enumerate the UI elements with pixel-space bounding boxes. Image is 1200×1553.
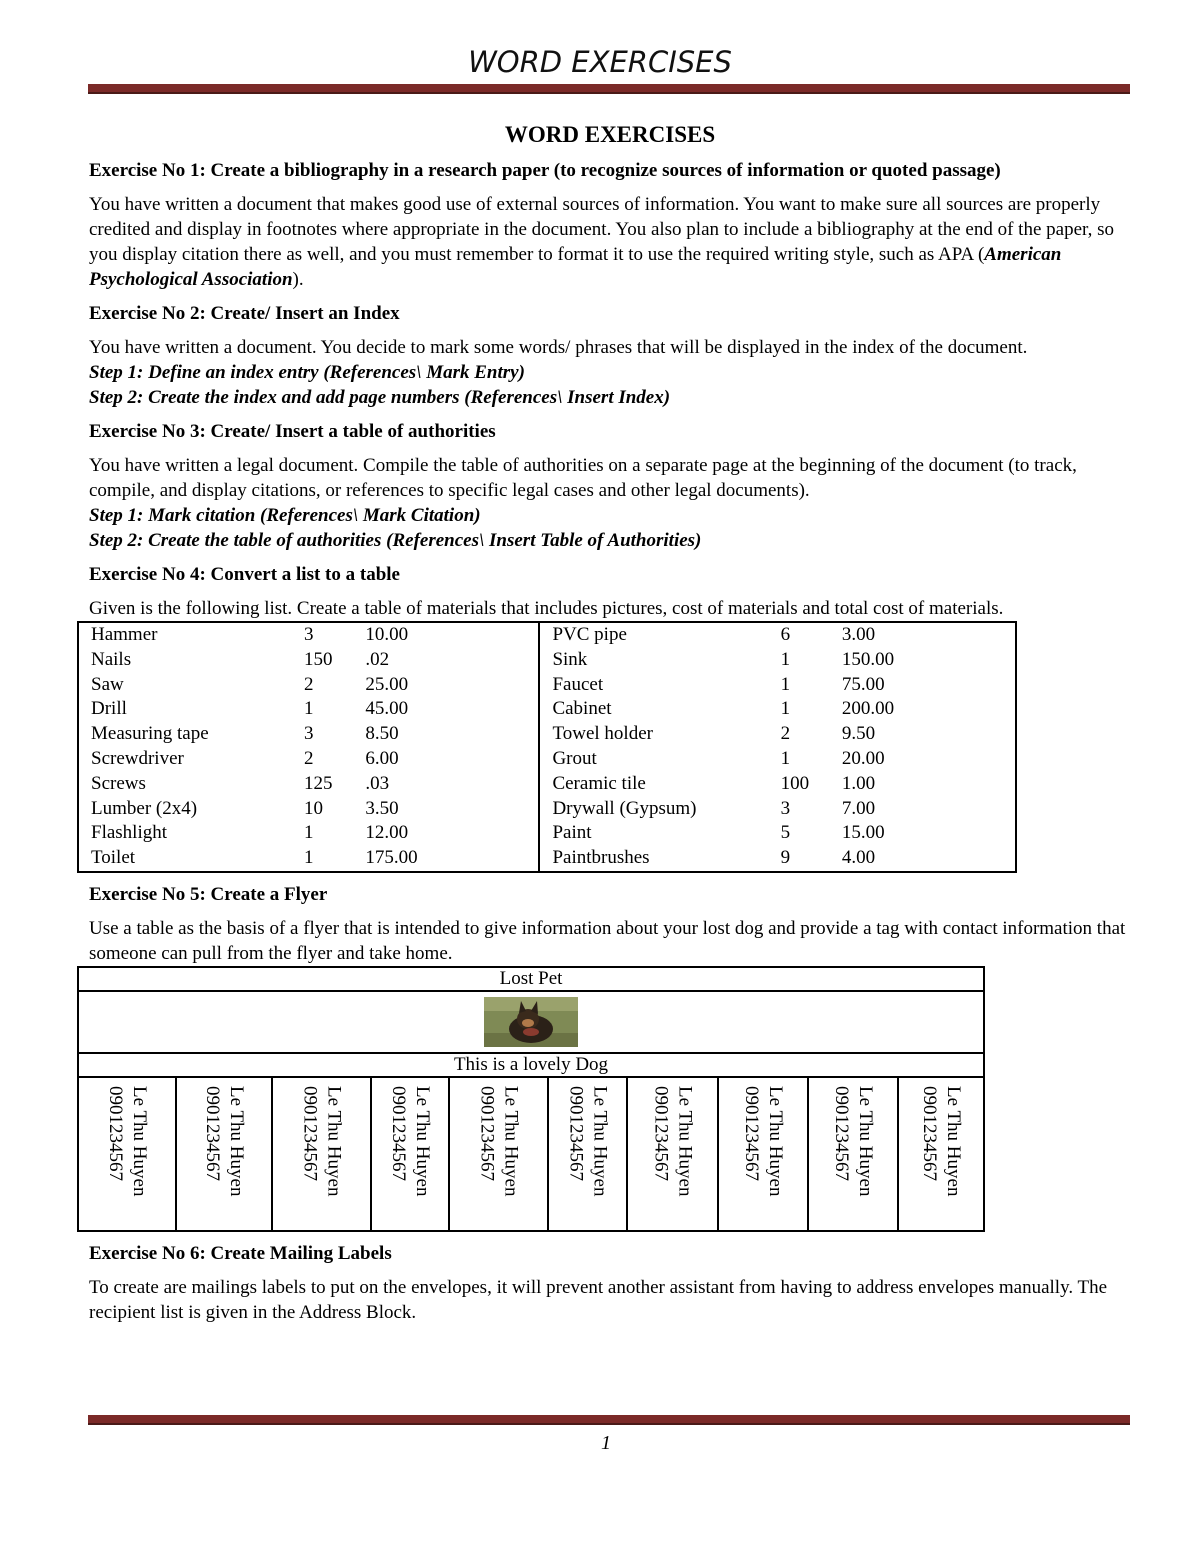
- exercise-1-text-end: ).: [292, 269, 304, 290]
- document-body: [89, 120, 1131, 1325]
- item-cost-cell: 4.00: [841, 847, 876, 869]
- item-name-cell: Flashlight: [91, 822, 168, 844]
- exercise-3-body: You have written a legal document. Compile the table of authorities on a separate page at the beginning of the document (to track, compile, and display citations, or references to specific legal cases and other legal documents).: [89, 455, 1077, 501]
- item-name-cell: Nails: [91, 648, 132, 670]
- tag-contact: [474, 1078, 522, 1196]
- item-cost-cell: 3.50: [365, 797, 399, 819]
- tear-off-tag: [627, 1077, 718, 1231]
- tear-off-tag: [898, 1077, 984, 1231]
- item-cost-cell: 175.00: [365, 847, 418, 869]
- item-name-cell: Drywall (Gypsum): [539, 797, 768, 822]
- tag-name: Le Thu Huyen: [764, 1085, 786, 1197]
- item-qty-cell: 150: [304, 648, 333, 670]
- tag-phone: 0901234567: [650, 1085, 672, 1181]
- item-cost-cell: 75.00: [841, 673, 885, 695]
- tag-phone: 0901234567: [918, 1085, 940, 1181]
- item-qty-cell: 2: [780, 723, 791, 745]
- tag-phone: 0901234567: [299, 1085, 321, 1181]
- item-cost-cell: 12.00: [365, 822, 409, 844]
- tag-contact: [563, 1078, 611, 1196]
- tag-name: Le Thu Huyen: [589, 1085, 611, 1197]
- exercise-5-body: Use a table as the basis of a flyer that is intended to give information about your lost dog and provide a tag with contact information that someone can pull from the flyer and take home.: [89, 917, 1126, 964]
- exercise-2-content: [89, 335, 1131, 410]
- table-row: [78, 797, 1016, 822]
- item-cost-cell: 25.00: [365, 673, 409, 695]
- exercise-5-heading: Exercise No 5: Create a Flyer: [89, 883, 328, 905]
- exercise-6-heading: Exercise No 6: Create Mailing Labels: [89, 1242, 392, 1264]
- table-row: [78, 772, 1016, 797]
- tear-off-tag: [176, 1077, 273, 1231]
- item-cost-cell: 1.00: [841, 772, 876, 794]
- item-qty-cell: 1: [780, 673, 791, 695]
- tag-name: Le Thu Huyen: [674, 1085, 696, 1197]
- footer-rule: [88, 1415, 1130, 1425]
- tag-name: Le Thu Huyen: [225, 1085, 247, 1197]
- item-cost-cell: 6.00: [365, 747, 399, 769]
- item-name-cell: Faucet: [539, 673, 768, 698]
- item-name-cell: Paint: [539, 821, 768, 846]
- item-name-cell: Grout: [539, 747, 768, 772]
- tag-name: Le Thu Huyen: [500, 1085, 522, 1197]
- item-qty-cell: 125: [304, 772, 333, 794]
- tag-name: Le Thu Huyen: [323, 1085, 345, 1197]
- table-row: [78, 722, 1016, 747]
- item-cost-cell: 200.00: [841, 698, 895, 720]
- item-qty-cell: 1: [304, 822, 314, 844]
- table-row: [78, 697, 1016, 722]
- item-qty-cell: 2: [304, 747, 314, 769]
- document-title: WORD EXERCISES: [504, 122, 716, 147]
- item-cost-cell: 9.50: [841, 723, 876, 745]
- item-name-cell: Hammer: [91, 624, 158, 645]
- item-name-cell: Saw: [91, 673, 124, 695]
- table-row: [78, 673, 1016, 698]
- item-name-cell: Lumber (2x4): [91, 797, 198, 819]
- flyer-caption: This is a lovely Dog: [78, 1053, 984, 1077]
- item-name-cell: Drill: [91, 698, 127, 720]
- item-qty-cell: 1: [304, 698, 314, 720]
- item-name-cell: Ceramic tile: [539, 772, 768, 797]
- item-cost-cell: 3.00: [841, 624, 876, 645]
- tag-contact: [103, 1078, 151, 1196]
- item-cost-cell: 8.50: [365, 723, 399, 745]
- item-qty-cell: 1: [780, 648, 791, 670]
- table-row: [78, 821, 1016, 846]
- item-qty-cell: 2: [304, 673, 314, 695]
- exercise-1-emphasis: American Psychological Association: [89, 244, 1062, 290]
- item-name-cell: Sink: [539, 648, 768, 673]
- item-cost-cell: 15.00: [841, 822, 885, 844]
- exercise-1-text: You have written a document that makes good use of external sources of information. You want to make sure all sources are properly credited and display in footnotes where appropriate in the document. You also plan to include a bibliography at the end of the paper, so you display citation there as well, and you must remember to format it to use the required writing style, such as APA (: [89, 194, 1114, 265]
- item-name-cell: Screws: [91, 772, 146, 794]
- tag-contact: [829, 1078, 877, 1196]
- tag-phone: 0901234567: [201, 1085, 223, 1181]
- item-name-cell: Towel holder: [539, 722, 768, 747]
- tag-name: Le Thu Huyen: [128, 1085, 150, 1197]
- exercise-6-body: To create are mailings labels to put on the envelopes, it will prevent another assistant from having to address envelopes manually. The recipient list is given in the Address Block.: [89, 1276, 1108, 1323]
- exercise-2-heading: Exercise No 2: Create/ Insert an Index: [89, 303, 400, 324]
- tag-phone: 0901234567: [387, 1085, 409, 1181]
- exercise-1-heading: Exercise No 1: Create a bibliography in a research paper (to recognize sources of information or quoted passage): [89, 160, 1001, 181]
- exercise-2-body: You have written a document. You decide to mark some words/ phrases that will be displayed in the index of the document.: [89, 337, 1028, 358]
- exercise-3-step-1: Step 1: Mark citation (References\ Mark Citation): [89, 505, 481, 526]
- tag-contact: [200, 1078, 248, 1196]
- header-rule: [88, 84, 1130, 94]
- exercise-3-heading: Exercise No 3: Create/ Insert a table of authorities: [89, 421, 496, 442]
- tear-off-tag: [808, 1077, 898, 1231]
- exercise-3-content: [89, 453, 1131, 553]
- tag-contact: [739, 1078, 787, 1196]
- item-qty-cell: 5: [780, 822, 791, 844]
- item-qty-cell: 3: [304, 723, 314, 745]
- item-cost-cell: 10.00: [365, 624, 409, 645]
- tear-off-tag: [718, 1077, 808, 1231]
- item-cost-cell: 45.00: [365, 698, 409, 720]
- tag-contact: [386, 1078, 434, 1196]
- item-name-cell: Paintbrushes: [539, 846, 768, 872]
- tear-off-tag: [371, 1077, 450, 1231]
- tag-contact: [917, 1078, 965, 1196]
- item-name-cell: PVC pipe: [539, 622, 768, 648]
- exercise-3-step-2: Step 2: Create the table of authorities (References\ Insert Table of Authorities): [89, 530, 702, 551]
- item-name-cell: Toilet: [91, 847, 136, 869]
- materials-table: [77, 621, 1017, 873]
- item-qty-cell: 3: [304, 624, 314, 645]
- tag-phone: 0901234567: [830, 1085, 852, 1181]
- item-qty-cell: 6: [780, 624, 791, 645]
- item-qty-cell: 1: [780, 747, 791, 769]
- table-row: [78, 846, 1016, 872]
- tag-name: Le Thu Huyen: [854, 1085, 876, 1197]
- table-row: [78, 622, 1016, 648]
- item-qty-cell: 100: [780, 772, 810, 794]
- item-qty-cell: 10: [304, 797, 324, 819]
- table-row: [78, 747, 1016, 772]
- item-name-cell: Cabinet: [539, 697, 768, 722]
- tag-name: Le Thu Huyen: [942, 1085, 964, 1197]
- item-qty-cell: 1: [780, 698, 791, 720]
- flyer-photo-cell: [78, 991, 984, 1053]
- tear-off-tag: [548, 1077, 627, 1231]
- tag-phone: 0901234567: [104, 1085, 126, 1181]
- item-cost-cell: .02: [365, 648, 390, 670]
- item-cost-cell: .03: [365, 772, 390, 794]
- item-name-cell: Screwdriver: [91, 747, 184, 769]
- tear-off-tag: [272, 1077, 370, 1231]
- exercise-1-body: [89, 192, 1131, 292]
- exercise-4-heading: Exercise No 4: Convert a list to a table: [89, 564, 400, 585]
- tag-name: Le Thu Huyen: [411, 1085, 433, 1197]
- page-number: 1: [601, 1432, 611, 1454]
- item-qty-cell: 9: [780, 847, 791, 869]
- tag-phone: 0901234567: [476, 1085, 498, 1181]
- flyer-title: Lost Pet: [78, 967, 984, 991]
- tag-phone: 0901234567: [740, 1085, 762, 1181]
- item-qty-cell: 1: [304, 847, 314, 869]
- tear-off-tag: [449, 1077, 547, 1231]
- item-qty-cell: 3: [780, 797, 791, 819]
- page-header-title: WORD EXERCISES: [468, 45, 732, 79]
- tag-contact: [297, 1078, 345, 1196]
- exercise-4-body: Given is the following list. Create a table of materials that includes pictures, cost of materials and total cost of materials.: [89, 598, 1004, 619]
- table-row: [78, 648, 1016, 673]
- item-cost-cell: 7.00: [841, 797, 876, 819]
- exercise-2-step-2: Step 2: Create the index and add page numbers (References\ Insert Index): [89, 387, 671, 408]
- tear-off-tag: [78, 1077, 176, 1231]
- item-cost-cell: 20.00: [841, 747, 885, 769]
- item-name-cell: Measuring tape: [91, 723, 209, 745]
- tag-phone: 0901234567: [565, 1085, 587, 1181]
- exercise-2-step-1: Step 1: Define an index entry (References\ Mark Entry): [89, 362, 525, 383]
- dog-photo: [484, 997, 578, 1047]
- item-cost-cell: 150.00: [841, 648, 895, 670]
- tag-contact: [649, 1078, 697, 1196]
- lost-pet-flyer: [77, 966, 985, 1232]
